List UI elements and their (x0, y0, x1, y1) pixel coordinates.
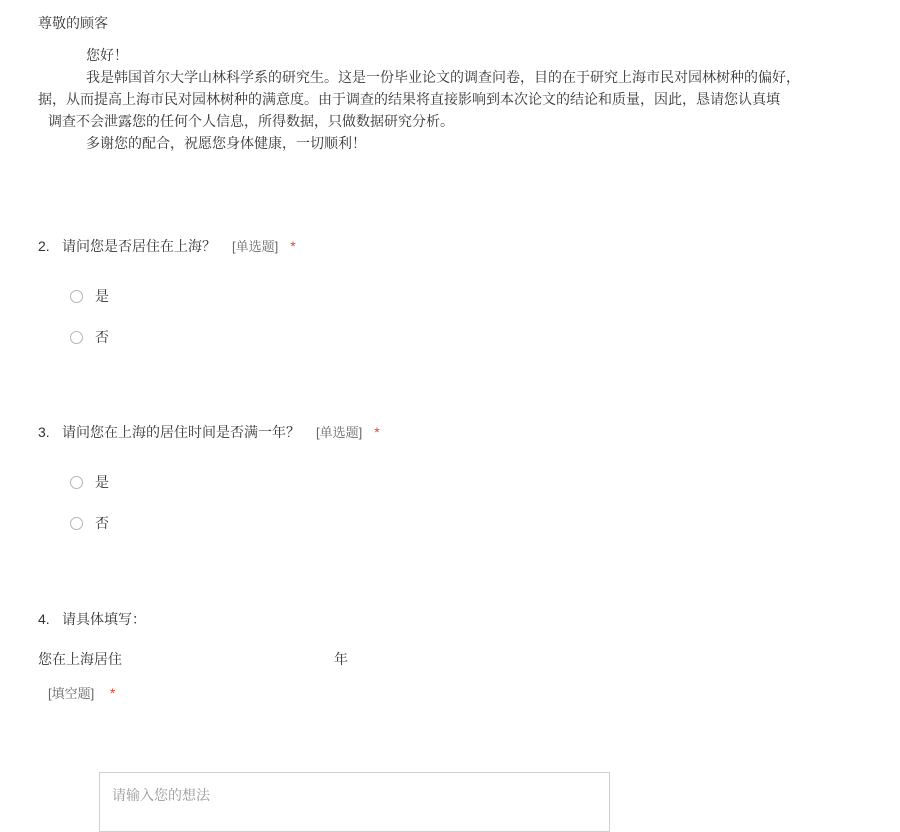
intro-greeting: 您好！ (86, 47, 128, 63)
question-4-fill-line (38, 649, 900, 669)
question-4-title: 请具体填写： (62, 611, 146, 627)
question-3-option-no[interactable] (70, 513, 900, 533)
intro-section (0, 0, 900, 154)
option-label: 是 (95, 288, 109, 304)
question-3-required: * (374, 424, 380, 440)
question-2-header (38, 236, 900, 256)
intro-paragraph-line1: 我是韩国首尔大学山林科学系的研究生。这是一份毕业论文的调查问卷，目的在于研究上海市民对园林树种的偏好， (86, 69, 800, 85)
question-3-option-yes[interactable] (70, 472, 900, 492)
radio-icon[interactable] (70, 331, 83, 344)
question-4-type-line (48, 683, 900, 702)
question-2-type: [单选题] (232, 239, 279, 254)
question-4-type: [填空题] (48, 686, 95, 701)
question-4-header (38, 609, 900, 629)
question-2-options (0, 286, 900, 347)
answer-textarea-placeholder: 请输入您的想法 (112, 787, 210, 803)
question-3-type: [单选题] (316, 425, 363, 440)
fill-unit-label: 年 (334, 651, 348, 667)
question-2-required: * (290, 238, 296, 254)
question-4 (0, 609, 900, 702)
question-3-header (38, 422, 900, 442)
question-2-option-no[interactable] (70, 327, 900, 347)
question-4-required: * (109, 685, 116, 701)
question-2-option-yes[interactable] (70, 286, 900, 306)
option-label: 是 (95, 474, 109, 490)
intro-title: 尊敬的顾客 (38, 15, 108, 31)
question-2-title: 请问您是否居住在上海？ (62, 238, 216, 254)
question-3-options (0, 472, 900, 533)
answer-textarea[interactable] (99, 772, 610, 832)
question-3-number: 3. (38, 424, 50, 440)
question-3 (0, 422, 900, 554)
intro-closing: 多谢您的配合，祝愿您身体健康，一切顺利！ (86, 135, 366, 151)
question-4-number: 4. (38, 611, 50, 627)
question-2 (0, 236, 900, 368)
question-3-title: 请问您在上海的居住时间是否满一年？ (62, 424, 300, 440)
option-label: 否 (95, 329, 109, 345)
question-2-number: 2. (38, 238, 50, 254)
intro-paragraph-line2: 据，从而提高上海市民对园林树种的满意度。由于调查的结果将直接影响到本次论文的结论和质量，因此，恳请您认真填 (38, 91, 780, 107)
radio-icon[interactable] (70, 476, 83, 489)
radio-icon[interactable] (70, 517, 83, 530)
intro-paragraph-line3: 调查不会泄露您的任何个人信息，所得数据，只做数据研究分析。 (48, 113, 454, 129)
fill-prefix-label: 您在上海居住 (38, 651, 122, 667)
option-label: 否 (95, 515, 109, 531)
radio-icon[interactable] (70, 290, 83, 303)
